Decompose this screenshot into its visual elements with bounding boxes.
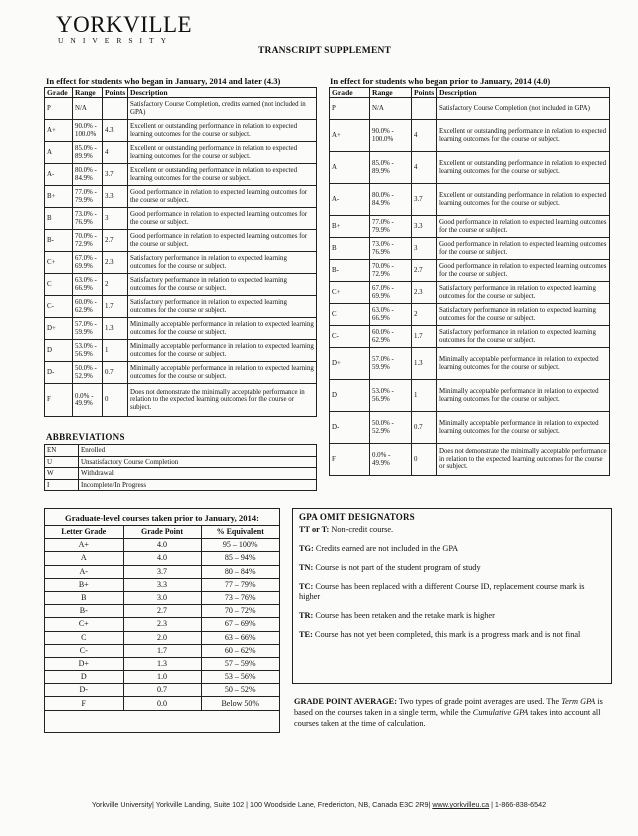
cell-description: Good performance in relation to expected learning outcomes for the course or subject. (437, 238, 610, 260)
cell-description: Does not demonstrate the minimally acceptable performance in relation to the expected learning outcomes for the course or subject. (128, 384, 317, 417)
table-row (330, 282, 610, 304)
cell-range: 53.0% - 56.9% (370, 380, 412, 412)
cell-range: 77.0% - 79.9% (370, 216, 412, 238)
gpa-omit-text: Course has been replaced with a different Course ID, replacement course mark is higher (299, 582, 585, 601)
cell-range: 70.0% - 72.9% (370, 260, 412, 282)
cell-description: Satisfactory performance in relation to expected learning outcomes for the course or subject. (128, 296, 317, 318)
gpa-average-text-3: takes into account all courses taken at the time of calculation. (294, 708, 601, 728)
cell-grade: B- (45, 230, 73, 252)
cell-percent-equivalent: 95 – 100% (201, 539, 279, 552)
cell-range: 53.0% - 56.9% (73, 340, 103, 362)
gpa-omit-text: Course has not yet been completed, this mark is a progress mark and is not final (314, 630, 581, 639)
gpa-omit-code: TG: (299, 544, 314, 553)
cell-range: N/A (370, 98, 412, 120)
grade-table-prior-2014 (329, 87, 610, 476)
cell-grade-point: 1.0 (123, 671, 201, 684)
cell-points: 0.7 (103, 362, 128, 384)
cell-grade: A- (330, 184, 370, 216)
table-row (45, 631, 279, 644)
cell-percent-equivalent: 73 – 76% (201, 591, 279, 604)
cell-range: 73.0% - 76.9% (370, 238, 412, 260)
cell-description: Satisfactory performance in relation to expected learning outcomes for the course or subject. (128, 274, 317, 296)
footer (0, 800, 638, 809)
cell-grade: D (330, 380, 370, 412)
abbreviations-heading: ABBREVIATIONS (46, 432, 125, 442)
table-row (45, 120, 317, 142)
cell-description: Satisfactory Course Completion, credits earned (not included in GPA) (128, 98, 317, 120)
cell-letter-grade: D (45, 671, 123, 684)
cell-grade: P (330, 98, 370, 120)
cell-description: Excellent or outstanding performance in relation to expected learning outcomes for the course or subject. (437, 184, 610, 216)
cell-range: 70.0% - 72.9% (73, 230, 103, 252)
cell-points: 3 (412, 238, 437, 260)
grade-point-average-note (294, 696, 616, 729)
cell-grade-point: 1.7 (123, 644, 201, 657)
cell-points: 1 (412, 380, 437, 412)
cell-description: Minimally acceptable performance in relation to expected learning outcomes for the course or subject. (437, 348, 610, 380)
cell-points: 1.3 (412, 348, 437, 380)
col-header-grade: Grade (330, 88, 370, 98)
logo-wordmark: YORKVILLE (56, 12, 193, 37)
cell-letter-grade: D+ (45, 657, 123, 670)
cell-points: 3 (103, 208, 128, 230)
cell-grade: C+ (45, 252, 73, 274)
table-row (45, 565, 279, 578)
cell-description: Good performance in relation to expected learning outcomes for the course or subject. (128, 230, 317, 252)
table-row (45, 142, 317, 164)
table-row (330, 326, 610, 348)
cell-percent-equivalent: 85 – 94% (201, 552, 279, 565)
graduate-table-heading: Graduate-level courses taken prior to January, 2014: (65, 513, 259, 523)
cell-range: 50.0% - 52.9% (73, 362, 103, 384)
col-header-letter-grade: Letter Grade (45, 526, 123, 539)
gpa-omit-item (299, 630, 605, 640)
cell-grade: C+ (330, 282, 370, 304)
gpa-omit-text: Credits earned are not included in the GPA (315, 544, 459, 553)
cell-points: 2 (103, 274, 128, 296)
col-header-points: Points (103, 88, 128, 98)
table-row (45, 384, 317, 417)
table-row (330, 120, 610, 152)
table-row (45, 479, 317, 491)
cell-range: 57.0% - 59.9% (73, 318, 103, 340)
cell-grade: F (330, 444, 370, 476)
gpa-average-text-2: is based on the courses taken in a single term, while the (294, 697, 603, 717)
cell-range: 0.0% - 49.9% (73, 384, 103, 417)
cell-range: 57.0% - 59.9% (370, 348, 412, 380)
cell-letter-grade: F (45, 697, 123, 710)
cell-grade: A (330, 152, 370, 184)
table-row (45, 208, 317, 230)
table-row (45, 445, 317, 457)
footer-phone: | 1-866-838-6542 (491, 800, 547, 809)
cell-points: 1.7 (103, 296, 128, 318)
cell-description: Excellent or outstanding performance in relation to expected learning outcomes for the course or subject. (437, 120, 610, 152)
table-row (45, 644, 279, 657)
cell-points: 4.3 (103, 120, 128, 142)
gpa-omit-box (292, 508, 612, 684)
cell-range: 90.0% - 100.0% (73, 120, 103, 142)
gpa-omit-item (299, 544, 605, 554)
gpa-omit-code: TC: (299, 582, 314, 591)
cell-range: 60.0% - 62.9% (73, 296, 103, 318)
cell-points (412, 98, 437, 120)
cell-grade: F (45, 384, 73, 417)
cell-grade: B (45, 208, 73, 230)
table-header-row (45, 526, 279, 539)
logo-subtitle: UNIVERSITY (58, 36, 173, 45)
cell-grade: B+ (330, 216, 370, 238)
page-title: TRANSCRIPT SUPPLEMENT (258, 46, 392, 56)
cell-range: 0.0% - 49.9% (370, 444, 412, 476)
yorkville-logo (56, 14, 196, 46)
table-row (45, 468, 317, 480)
table-row (330, 216, 610, 238)
cell-points: 0.7 (412, 412, 437, 444)
gpa-omit-text: Course is not part of the student program of study (315, 563, 481, 572)
cell-description: Excellent or outstanding performance in relation to expected learning outcomes for the course or subject. (128, 164, 317, 186)
cell-range: 50.0% - 52.9% (370, 412, 412, 444)
table-row (330, 98, 610, 120)
cell-letter-grade: C+ (45, 618, 123, 631)
cell-range: 73.0% - 76.9% (73, 208, 103, 230)
cell-points: 3.3 (103, 186, 128, 208)
cell-grade: C- (45, 296, 73, 318)
cell-percent-equivalent: 80 – 84% (201, 565, 279, 578)
cell-range: 90.0% - 100.0% (370, 120, 412, 152)
gpa-omit-code: TN: (299, 563, 314, 572)
cell-description: Excellent or outstanding performance in relation to expected learning outcomes for the course or subject. (128, 142, 317, 164)
cell-percent-equivalent: 77 – 79% (201, 578, 279, 591)
col-header-description: Description (128, 88, 317, 98)
cell-grade: B (330, 238, 370, 260)
table-row (45, 539, 279, 552)
cell-range: 85.0% - 89.9% (370, 152, 412, 184)
cell-grade: D+ (45, 318, 73, 340)
cell-letter-grade: D- (45, 684, 123, 697)
gpa-omit-item (299, 611, 605, 621)
gpa-omit-code: TT or T: (299, 525, 330, 534)
cell-description: Good performance in relation to expected learning outcomes for the course or subject. (437, 260, 610, 282)
cell-description: Satisfactory performance in relation to expected learning outcomes for the course or subject. (437, 326, 610, 348)
cell-range: 77.0% - 79.9% (73, 186, 103, 208)
table-row (45, 296, 317, 318)
footer-website-link[interactable]: www.yorkvilleu.ca (432, 800, 490, 809)
cell-description: Satisfactory performance in relation to expected learning outcomes for the course or subject. (437, 282, 610, 304)
cell-description: Satisfactory Course Completion (not included in GPA) (437, 98, 610, 120)
col-header-description: Description (437, 88, 610, 98)
cell-letter-grade: A- (45, 565, 123, 578)
table-row (45, 578, 279, 591)
cell-grade: C (45, 274, 73, 296)
table-row (45, 362, 317, 384)
cell-range: 67.0% - 69.9% (73, 252, 103, 274)
gpa-omit-text: Course has been retaken and the retake mark is higher (315, 611, 495, 620)
cell-grade: A+ (45, 120, 73, 142)
cell-grade: D- (45, 362, 73, 384)
cell-letter-grade: A+ (45, 539, 123, 552)
col-header-points: Points (412, 88, 437, 98)
cell-points: 1.7 (412, 326, 437, 348)
cell-letter-grade: A (45, 552, 123, 565)
cell-points: 3.3 (412, 216, 437, 238)
cell-range: 80.0% - 84.9% (73, 164, 103, 186)
table-row (45, 186, 317, 208)
cell-points: 2.3 (103, 252, 128, 274)
table-row (45, 98, 317, 120)
cell-range: 63.0% - 66.9% (370, 304, 412, 326)
cell-grade: A- (45, 164, 73, 186)
table-row (45, 340, 317, 362)
table-row (45, 274, 317, 296)
table-row (45, 684, 279, 697)
cell-grade-point: 4.0 (123, 552, 201, 565)
col-header-grade: Grade (45, 88, 73, 98)
abbr-code: I (45, 479, 79, 491)
cell-description: Minimally acceptable performance in relation to expected learning outcomes for the course or subject. (128, 340, 317, 362)
cell-grade-point: 0.7 (123, 684, 201, 697)
left-table-heading: In effect for students who began in January, 2014 and later (4.3) (46, 76, 281, 86)
gpa-average-text-1: Two types of grade point averages are used. The (398, 697, 560, 706)
table-row (330, 304, 610, 326)
cell-description: Minimally acceptable performance in relation to expected learning outcomes for the course or subject. (128, 362, 317, 384)
table-row (45, 591, 279, 604)
table-header-row (330, 88, 610, 98)
cell-points: 0 (103, 384, 128, 417)
cell-grade-point: 3.0 (123, 591, 201, 604)
table-row (45, 164, 317, 186)
table-row (330, 444, 610, 476)
abbr-code: W (45, 468, 79, 480)
cell-grade-point: 3.3 (123, 578, 201, 591)
graduate-grade-table (45, 525, 279, 711)
grade-table-2014-later (44, 87, 317, 417)
abbr-meaning: Incomplete/In Progress (79, 479, 317, 491)
graduate-grade-box (44, 508, 280, 733)
cell-percent-equivalent: 53 – 56% (201, 671, 279, 684)
cell-points: 1 (103, 340, 128, 362)
cell-description: Good performance in relation to expected learning outcomes for the course or subject. (437, 216, 610, 238)
gpa-omit-item (299, 582, 605, 602)
gpa-omit-item (299, 563, 605, 573)
cell-grade: B+ (45, 186, 73, 208)
gpa-omit-list (299, 525, 605, 640)
cell-description: Excellent or outstanding performance in relation to expected learning outcomes for the course or subject. (128, 120, 317, 142)
cell-percent-equivalent: 57 – 59% (201, 657, 279, 670)
cell-range: 60.0% - 62.9% (370, 326, 412, 348)
table-row (45, 318, 317, 340)
cell-points: 2.7 (103, 230, 128, 252)
col-header-range: Range (73, 88, 103, 98)
cell-points: 2.7 (412, 260, 437, 282)
cell-letter-grade: C (45, 631, 123, 644)
cell-points: 3.7 (103, 164, 128, 186)
cell-range: 85.0% - 89.9% (73, 142, 103, 164)
cell-percent-equivalent: 67 – 69% (201, 618, 279, 631)
cell-range: 63.0% - 66.9% (73, 274, 103, 296)
cell-range: 67.0% - 69.9% (370, 282, 412, 304)
cell-grade-point: 4.0 (123, 539, 201, 552)
footer-address: Yorkville University| Yorkville Landing, Suite 102 | 100 Woodside Lane, Fredericton, NB, Canada E3C 2R9| (91, 800, 431, 809)
cell-description: Minimally acceptable performance in relation to expected learning outcomes for the course or subject. (437, 412, 610, 444)
cell-percent-equivalent: 70 – 72% (201, 605, 279, 618)
cell-grade: D- (330, 412, 370, 444)
table-row (330, 412, 610, 444)
cell-grade: C- (330, 326, 370, 348)
cell-points: 0 (412, 444, 437, 476)
cell-points: 4 (103, 142, 128, 164)
col-header-percent-equivalent: % Equivalent (201, 526, 279, 539)
gpa-omit-code: TR: (299, 611, 314, 620)
cell-range: N/A (73, 98, 103, 120)
abbr-code: U (45, 456, 79, 468)
cell-points: 4 (412, 120, 437, 152)
cell-grade: A (45, 142, 73, 164)
table-row (330, 184, 610, 216)
col-header-grade-point: Grade Point (123, 526, 201, 539)
col-header-range: Range (370, 88, 412, 98)
cell-grade: D (45, 340, 73, 362)
cell-grade: D+ (330, 348, 370, 380)
cell-points: 4 (412, 152, 437, 184)
table-row (45, 697, 279, 710)
cell-points: 2 (412, 304, 437, 326)
cell-grade-point: 3.7 (123, 565, 201, 578)
table-row (45, 230, 317, 252)
cell-grade: A+ (330, 120, 370, 152)
abbr-meaning: Withdrawal (79, 468, 317, 480)
table-row (45, 605, 279, 618)
cell-grade: P (45, 98, 73, 120)
table-row (45, 552, 279, 565)
gpa-omit-item (299, 525, 605, 535)
cell-percent-equivalent: 50 – 52% (201, 684, 279, 697)
cumulative-gpa-term: Cumulative GPA (472, 708, 529, 717)
cell-description: Does not demonstrate the minimally acceptable performance in relation to the expected learning outcomes for the course or subject. (437, 444, 610, 476)
cell-letter-grade: B+ (45, 578, 123, 591)
cell-percent-equivalent: 63 – 66% (201, 631, 279, 644)
cell-description: Satisfactory performance in relation to expected learning outcomes for the course or subject. (437, 304, 610, 326)
cell-grade-point: 0.0 (123, 697, 201, 710)
abbr-meaning: Enrolled (79, 445, 317, 457)
cell-description: Good performance in relation to expected learning outcomes for the course or subject. (128, 208, 317, 230)
abbreviations-table (44, 444, 317, 491)
cell-description: Good performance in relation to expected learning outcomes for the course or subject. (128, 186, 317, 208)
cell-points: 2.3 (412, 282, 437, 304)
abbr-code: EN (45, 445, 79, 457)
table-row (45, 657, 279, 670)
table-row (330, 348, 610, 380)
cell-letter-grade: B (45, 591, 123, 604)
gpa-average-label: GRADE POINT AVERAGE: (294, 697, 397, 706)
table-row (45, 456, 317, 468)
cell-grade: C (330, 304, 370, 326)
table-row (330, 152, 610, 184)
table-row (330, 260, 610, 282)
cell-grade: B- (330, 260, 370, 282)
cell-description: Excellent or outstanding performance in relation to expected learning outcomes for the course or subject. (437, 152, 610, 184)
cell-grade-point: 1.3 (123, 657, 201, 670)
table-row (330, 380, 610, 412)
cell-description: Minimally acceptable performance in relation to expected learning outcomes for the course or subject. (128, 318, 317, 340)
table-row (330, 238, 610, 260)
cell-letter-grade: C- (45, 644, 123, 657)
cell-points: 3.7 (412, 184, 437, 216)
cell-points: 1.3 (103, 318, 128, 340)
table-row (45, 252, 317, 274)
table-row (45, 618, 279, 631)
cell-range: 80.0% - 84.9% (370, 184, 412, 216)
cell-grade-point: 2.7 (123, 605, 201, 618)
gpa-omit-heading: GPA OMIT DESIGNATORS (299, 512, 415, 522)
cell-points (103, 98, 128, 120)
abbr-meaning: Unsatisfactory Course Completion (79, 456, 317, 468)
term-gpa-term: Term GPA (561, 697, 596, 706)
cell-percent-equivalent: 60 – 62% (201, 644, 279, 657)
right-table-heading: In effect for students who began prior to January, 2014 (4.0) (330, 76, 551, 86)
cell-grade-point: 2.0 (123, 631, 201, 644)
cell-grade-point: 2.3 (123, 618, 201, 631)
cell-description: Satisfactory performance in relation to expected learning outcomes for the course or subject. (128, 252, 317, 274)
gpa-omit-code: TE: (299, 630, 313, 639)
cell-description: Minimally acceptable performance in relation to expected learning outcomes for the course or subject. (437, 380, 610, 412)
cell-letter-grade: B- (45, 605, 123, 618)
table-row (45, 671, 279, 684)
cell-percent-equivalent: Below 50% (201, 697, 279, 710)
table-header-row (45, 88, 317, 98)
gpa-omit-text: Non-credit course. (331, 525, 394, 534)
